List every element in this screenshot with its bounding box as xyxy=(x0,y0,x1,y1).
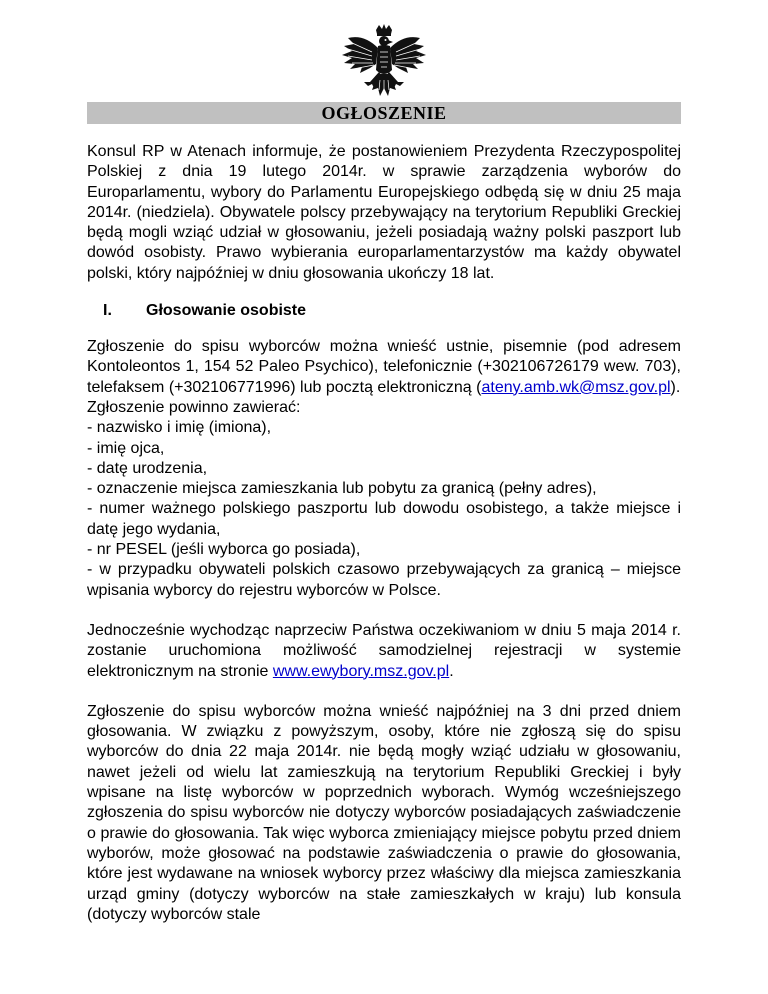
email-link[interactable]: ateny.amb.wk@msz.gov.pl xyxy=(481,378,671,396)
registration-text-end: ). xyxy=(670,378,681,396)
online-text: Jednocześnie wychodząc naprzeciw Państwa oczekiwaniom w dniu 5 maja 2014 r. zostanie uruchomiona możliwość samodzielnej rejestracji w systemie elektronicznym na stronie xyxy=(87,621,681,680)
list-item: - datę urodzenia, xyxy=(87,459,208,477)
document-page xyxy=(87,0,681,925)
registration-text: Zgłoszenie do spisu wyborców można wnieść ustnie, pisemnie (pod adresem Kontoleontos 1, 154 52 Paleo Psychico), telefonicznie (+302106726179 wew. 703), telefaksem (+302106771996) lub pocztą elektroniczną ( xyxy=(87,338,681,396)
deadline-paragraph: Zgłoszenie do spisu wyborców można wnieść najpóźniej na 3 dni przed dniem głosowania. W związku z powyższym, osoby, które nie zgłoszą się do spisu wyborców do dnia 22 maja 2014r. nie będą mogły wziąć udziału w głosowaniu, nawet jeżeli od wielu lat zamieszkują na terytorium Republiki Greckiej i były wpisane na listę wyborców w poprzednich wyborach. Wymóg wcześniejszego zgłoszenia do spisu wyborców nie dotyczy wyborców posiadających zaświadczenie o prawie do głosowania. Tak więc wyborca zmieniający miejsce pobytu przed dniem wyborów, może głosować na podstawie zaświadczenia o prawie do głosowania, które jest wydawane na wniosek wyborcy przez właściwy dla miejsca zamieszkania urząd gminy (dotyczy wyborców na stałe zamieszkałych w kraju) lub konsula (dotyczy wyborców stale xyxy=(87,702,681,923)
list-item: - oznaczenie miejsca zamieszkania lub pobytu za granicą (pełny adres), xyxy=(87,480,597,498)
list-item: - w przypadku obywateli polskich czasowo przebywających za granicą – miejsce wpisania wyborcy do rejestru wyborców w Polsce. xyxy=(87,561,681,599)
list-item: - numer ważnego polskiego paszportu lub dowodu osobistego, a także miejsce i datę jego wydania, xyxy=(87,500,681,538)
list-item: - nr PESEL (jeśli wyborca go posiada), xyxy=(87,541,361,559)
online-text-end: . xyxy=(449,662,454,680)
section-heading xyxy=(87,301,681,321)
intro-paragraph: Konsul RP w Atenach informuje, że postanowieniem Prezydenta Rzeczypospolitej Polskiej z dnia 19 lutego 2014r. w sprawie zarządzenia wyborów do Europarlamentu, wybory do Parlamentu Europejskiego odbędą się w dniu 25 maja 2014r. (niedziela). Obywatele polscy przebywający na terytorium Republiki Greckiej będą mogli wziąć udział w głosowaniu, jeżeli posiadają ważny polski paszport lub dowód osobisty. Prawo wybierania europarlamentarzystów ma każdy obywatel polski, który najpóźniej w dniu głosowania ukończy 18 lat. xyxy=(87,143,681,282)
contents-intro: Zgłoszenie powinno zawierać: xyxy=(87,398,301,416)
section-title: Głosowanie osobiste xyxy=(146,302,307,320)
page-title: OGŁOSZENIE xyxy=(87,102,681,124)
registration-paragraph xyxy=(87,337,681,398)
list-item: - imię ojca, xyxy=(87,439,165,457)
ewybory-link[interactable]: www.ewybory.msz.gov.pl xyxy=(272,662,450,680)
online-registration-paragraph xyxy=(87,621,681,682)
polish-eagle-emblem-icon xyxy=(336,24,432,100)
list-item: - nazwisko i imię (imiona), xyxy=(87,419,272,437)
section-number: I. xyxy=(103,302,112,320)
